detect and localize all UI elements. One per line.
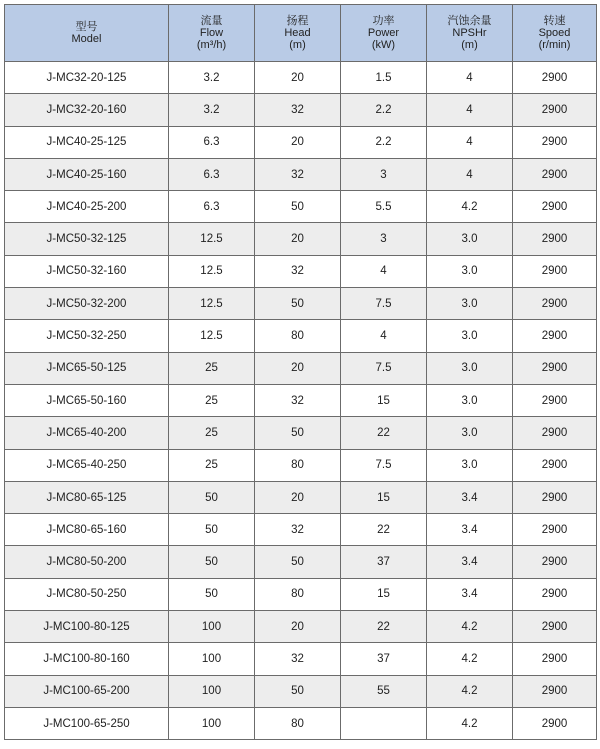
header-speed xyxy=(513,5,597,62)
table-row xyxy=(5,62,597,94)
cell-head: 20 xyxy=(255,352,341,384)
cell-model: J-MC50-32-200 xyxy=(5,288,169,320)
cell-power: 3 xyxy=(341,158,427,190)
cell-npsh: 3.0 xyxy=(427,255,513,287)
cell-speed: 2900 xyxy=(513,643,597,675)
cell-power: 22 xyxy=(341,611,427,643)
cell-model: J-MC80-65-160 xyxy=(5,514,169,546)
cell-speed: 2900 xyxy=(513,94,597,126)
cell-power: 7.5 xyxy=(341,288,427,320)
header-power-en: Power xyxy=(367,27,400,39)
header-power-cn: 功率 xyxy=(372,15,395,27)
cell-head: 50 xyxy=(255,191,341,223)
table-row xyxy=(5,417,597,449)
table-row xyxy=(5,158,597,190)
cell-flow: 6.3 xyxy=(169,126,255,158)
cell-npsh: 3.0 xyxy=(427,352,513,384)
table-row xyxy=(5,352,597,384)
cell-power: 2.2 xyxy=(341,94,427,126)
cell-head: 20 xyxy=(255,611,341,643)
header-model xyxy=(5,5,169,62)
cell-head: 20 xyxy=(255,126,341,158)
cell-head: 50 xyxy=(255,417,341,449)
cell-speed: 2900 xyxy=(513,417,597,449)
cell-power: 15 xyxy=(341,481,427,513)
cell-speed: 2900 xyxy=(513,707,597,739)
table-row xyxy=(5,546,597,578)
table-row xyxy=(5,481,597,513)
cell-npsh: 3.0 xyxy=(427,417,513,449)
cell-model: J-MC50-32-250 xyxy=(5,320,169,352)
cell-head: 80 xyxy=(255,707,341,739)
cell-power xyxy=(341,707,427,739)
cell-flow: 12.5 xyxy=(169,288,255,320)
cell-npsh: 4 xyxy=(427,94,513,126)
cell-head: 80 xyxy=(255,578,341,610)
cell-head: 50 xyxy=(255,546,341,578)
cell-power: 4 xyxy=(341,320,427,352)
cell-npsh: 4 xyxy=(427,158,513,190)
cell-speed: 2900 xyxy=(513,481,597,513)
cell-power: 37 xyxy=(341,546,427,578)
cell-power: 37 xyxy=(341,643,427,675)
cell-npsh: 4 xyxy=(427,62,513,94)
table-body xyxy=(5,62,597,740)
cell-flow: 100 xyxy=(169,707,255,739)
cell-power: 22 xyxy=(341,417,427,449)
cell-head: 32 xyxy=(255,158,341,190)
cell-model: J-MC65-40-250 xyxy=(5,449,169,481)
cell-model: J-MC80-65-125 xyxy=(5,481,169,513)
header-speed-en: Spoed xyxy=(538,27,571,39)
cell-head: 50 xyxy=(255,675,341,707)
cell-speed: 2900 xyxy=(513,223,597,255)
header-head-cn: 扬程 xyxy=(286,15,309,27)
cell-head: 32 xyxy=(255,643,341,675)
table-row xyxy=(5,449,597,481)
header-row xyxy=(5,5,597,62)
cell-power: 4 xyxy=(341,255,427,287)
cell-model: J-MC32-20-125 xyxy=(5,62,169,94)
cell-npsh: 3.0 xyxy=(427,384,513,416)
cell-npsh: 4.2 xyxy=(427,611,513,643)
cell-speed: 2900 xyxy=(513,191,597,223)
table-header xyxy=(5,5,597,62)
cell-npsh: 3.0 xyxy=(427,288,513,320)
cell-model: J-MC100-80-125 xyxy=(5,611,169,643)
cell-speed: 2900 xyxy=(513,675,597,707)
table-row xyxy=(5,578,597,610)
table-row xyxy=(5,707,597,739)
table-row xyxy=(5,320,597,352)
cell-npsh: 3.4 xyxy=(427,546,513,578)
cell-power: 15 xyxy=(341,384,427,416)
header-npsh xyxy=(427,5,513,62)
cell-speed: 2900 xyxy=(513,449,597,481)
header-head-en: Head xyxy=(284,27,311,39)
cell-head: 50 xyxy=(255,288,341,320)
pump-spec-table-container xyxy=(4,4,596,744)
cell-flow: 25 xyxy=(169,417,255,449)
header-head xyxy=(255,5,341,62)
cell-flow: 3.2 xyxy=(169,94,255,126)
cell-flow: 3.2 xyxy=(169,62,255,94)
cell-flow: 12.5 xyxy=(169,223,255,255)
cell-speed: 2900 xyxy=(513,384,597,416)
header-model-cn: 型号 xyxy=(75,21,98,33)
table-row xyxy=(5,384,597,416)
cell-speed: 2900 xyxy=(513,546,597,578)
header-speed-unit: (r/min) xyxy=(538,39,571,51)
cell-speed: 2900 xyxy=(513,578,597,610)
cell-npsh: 4 xyxy=(427,126,513,158)
cell-head: 20 xyxy=(255,62,341,94)
cell-power: 5.5 xyxy=(341,191,427,223)
header-flow-cn: 流量 xyxy=(200,15,223,27)
cell-speed: 2900 xyxy=(513,514,597,546)
cell-speed: 2900 xyxy=(513,288,597,320)
table-row xyxy=(5,126,597,158)
cell-flow: 100 xyxy=(169,643,255,675)
cell-power: 7.5 xyxy=(341,352,427,384)
cell-model: J-MC40-25-200 xyxy=(5,191,169,223)
cell-npsh: 3.0 xyxy=(427,320,513,352)
cell-flow: 25 xyxy=(169,352,255,384)
cell-speed: 2900 xyxy=(513,126,597,158)
cell-flow: 50 xyxy=(169,514,255,546)
cell-speed: 2900 xyxy=(513,62,597,94)
pump-spec-table xyxy=(4,4,597,740)
header-power xyxy=(341,5,427,62)
cell-head: 32 xyxy=(255,94,341,126)
header-npsh-cn: 汽蚀余量 xyxy=(447,15,492,27)
cell-model: J-MC50-32-125 xyxy=(5,223,169,255)
cell-flow: 50 xyxy=(169,578,255,610)
cell-power: 2.2 xyxy=(341,126,427,158)
cell-flow: 25 xyxy=(169,449,255,481)
cell-model: J-MC65-50-125 xyxy=(5,352,169,384)
cell-model: J-MC40-25-160 xyxy=(5,158,169,190)
cell-model: J-MC50-32-160 xyxy=(5,255,169,287)
table-row xyxy=(5,643,597,675)
cell-flow: 100 xyxy=(169,611,255,643)
cell-model: J-MC32-20-160 xyxy=(5,94,169,126)
cell-model: J-MC65-40-200 xyxy=(5,417,169,449)
header-npsh-unit: (m) xyxy=(461,39,478,51)
header-flow-en: Flow xyxy=(199,27,224,39)
cell-npsh: 3.4 xyxy=(427,578,513,610)
cell-speed: 2900 xyxy=(513,255,597,287)
cell-npsh: 4.2 xyxy=(427,643,513,675)
cell-power: 15 xyxy=(341,578,427,610)
table-row xyxy=(5,223,597,255)
cell-model: J-MC80-50-200 xyxy=(5,546,169,578)
cell-power: 1.5 xyxy=(341,62,427,94)
cell-speed: 2900 xyxy=(513,158,597,190)
table-row xyxy=(5,191,597,223)
header-head-unit: (m) xyxy=(289,39,306,51)
cell-npsh: 4.2 xyxy=(427,191,513,223)
cell-flow: 12.5 xyxy=(169,320,255,352)
cell-model: J-MC40-25-125 xyxy=(5,126,169,158)
table-row xyxy=(5,288,597,320)
cell-speed: 2900 xyxy=(513,352,597,384)
cell-flow: 12.5 xyxy=(169,255,255,287)
cell-head: 32 xyxy=(255,514,341,546)
header-power-unit: (kW) xyxy=(371,39,396,51)
cell-power: 55 xyxy=(341,675,427,707)
cell-flow: 50 xyxy=(169,481,255,513)
header-flow-unit: (m³/h) xyxy=(196,39,227,51)
cell-model: J-MC100-65-200 xyxy=(5,675,169,707)
table-row xyxy=(5,675,597,707)
cell-head: 20 xyxy=(255,481,341,513)
table-row xyxy=(5,514,597,546)
header-npsh-en: NPSHr xyxy=(452,27,487,39)
cell-speed: 2900 xyxy=(513,320,597,352)
cell-head: 80 xyxy=(255,320,341,352)
header-model-en: Model xyxy=(71,33,102,45)
cell-speed: 2900 xyxy=(513,611,597,643)
cell-npsh: 3.0 xyxy=(427,223,513,255)
cell-npsh: 3.4 xyxy=(427,481,513,513)
cell-model: J-MC65-50-160 xyxy=(5,384,169,416)
cell-npsh: 4.2 xyxy=(427,707,513,739)
cell-flow: 6.3 xyxy=(169,158,255,190)
cell-flow: 50 xyxy=(169,546,255,578)
cell-head: 32 xyxy=(255,384,341,416)
cell-flow: 100 xyxy=(169,675,255,707)
table-row xyxy=(5,94,597,126)
cell-npsh: 3.0 xyxy=(427,449,513,481)
cell-npsh: 4.2 xyxy=(427,675,513,707)
cell-model: J-MC100-80-160 xyxy=(5,643,169,675)
cell-model: J-MC100-65-250 xyxy=(5,707,169,739)
cell-model: J-MC80-50-250 xyxy=(5,578,169,610)
cell-power: 22 xyxy=(341,514,427,546)
cell-head: 80 xyxy=(255,449,341,481)
cell-power: 3 xyxy=(341,223,427,255)
table-row xyxy=(5,611,597,643)
cell-head: 20 xyxy=(255,223,341,255)
header-speed-cn: 转速 xyxy=(543,15,566,27)
cell-power: 7.5 xyxy=(341,449,427,481)
table-row xyxy=(5,255,597,287)
cell-head: 32 xyxy=(255,255,341,287)
cell-flow: 6.3 xyxy=(169,191,255,223)
cell-npsh: 3.4 xyxy=(427,514,513,546)
header-flow xyxy=(169,5,255,62)
cell-flow: 25 xyxy=(169,384,255,416)
